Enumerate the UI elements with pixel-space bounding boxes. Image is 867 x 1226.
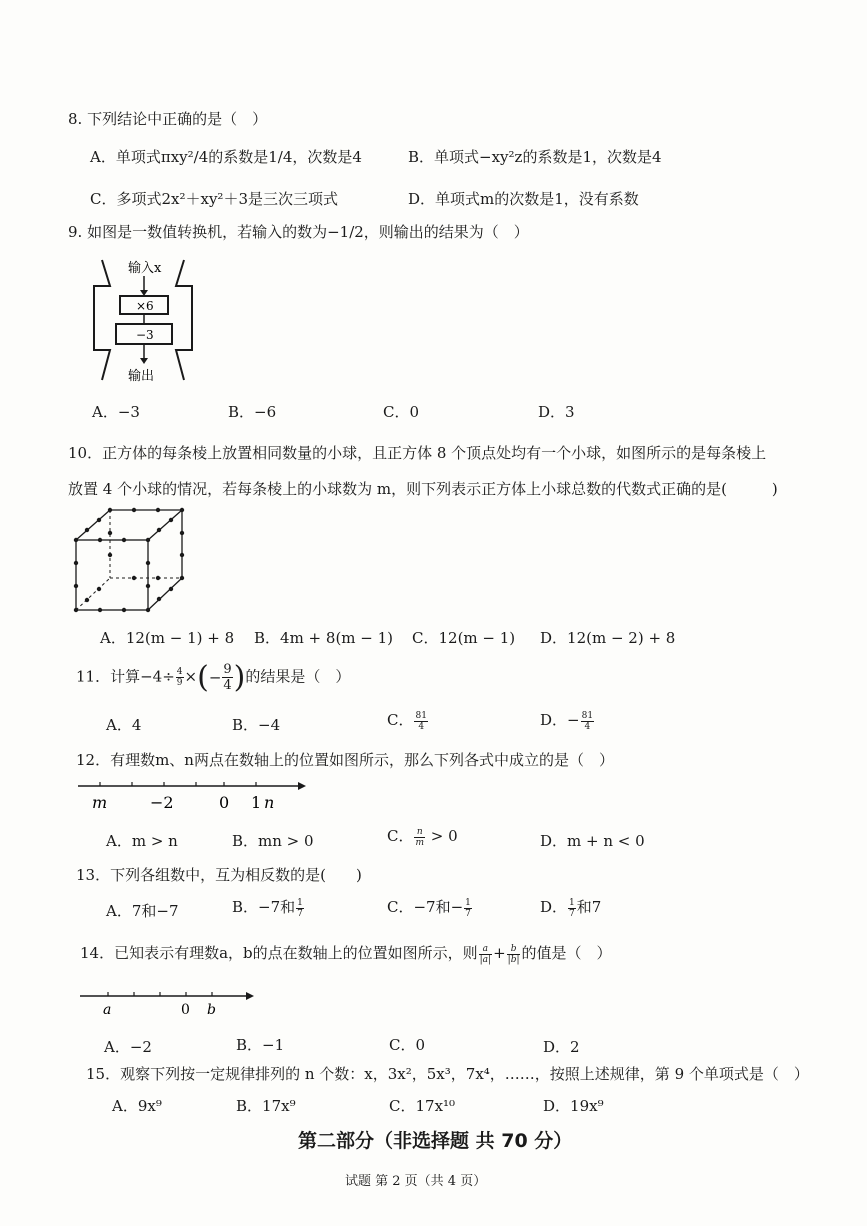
q12-stem: 12．有理数m、n两点在数轴上的位置如图所示，那么下列各式中成立的是（ ）: [76, 751, 614, 769]
q9-option-c: C．0: [383, 403, 420, 421]
q10-option-c: C．12(m − 1): [412, 629, 516, 647]
q12-option-c: C． $\frac{n}{m}$ > 0: [387, 826, 458, 848]
q10-stem-line2: 放置 4 个小球的情况，若每条棱上的小球数为 m，则下列表示正方体上小球总数的代数式正确的是( ): [68, 480, 778, 498]
q14-option-d: D．2: [543, 1038, 580, 1056]
q14-option-b: B．−1: [236, 1036, 285, 1054]
q9-option-a: A．−3: [92, 403, 140, 421]
page-footer: 试题 第 2 页（共 4 页）: [345, 1174, 487, 1189]
q10-option-b: B．4m + 8(m − 1): [254, 629, 394, 647]
q11-fraction-4-9: $\frac{4}{9}$: [176, 667, 183, 688]
q12-option-a: A．m > n: [106, 832, 178, 850]
q13-stem: 13．下列各组数中，互为相反数的是( ): [76, 866, 362, 884]
axis-label-m: m: [92, 793, 108, 812]
q9-converter-diagram: [88, 256, 198, 386]
q9-option-d: D．3: [538, 403, 575, 421]
q14-stem: 14．已知表示有理数a，b的点在数轴上的位置如图所示，则 $\frac{a}{|a|}$ + $\frac{b}{|b|}$ 的值是（ ）: [80, 943, 612, 965]
q9-option-b: B．−6: [228, 403, 277, 421]
q13-option-b: B．−7和 $\frac{1}{7}$: [232, 897, 303, 919]
axis-label-b: b: [207, 1002, 216, 1018]
flow-output-label: 输出: [128, 369, 155, 384]
q8-option-b: B．单项式−xy²z的系数是1，次数是4: [408, 148, 662, 166]
q8-option-c: C．多项式2x²＋xy²＋3是三次三项式: [90, 190, 338, 208]
axis-label-0: 0: [219, 793, 230, 812]
q10-option-d: D．12(m − 2) + 8: [540, 629, 676, 647]
q13-option-d: D． $\frac{1}{7}$ 和7: [540, 897, 602, 919]
q12-option-b: B．mn > 0: [232, 832, 314, 850]
q11-option-b: B．−4: [232, 716, 281, 734]
section-title: 第二部分（非选择题 共 70 分）: [298, 1130, 573, 1152]
axis-label-a: a: [103, 1002, 112, 1018]
q13-option-c: C．−7和− $\frac{1}{7}$: [387, 897, 471, 919]
q11-fraction-9-4: $\frac{9}{4}$: [223, 662, 232, 693]
q11-option-a: A．4: [106, 716, 142, 734]
q10-stem-line1: 10．正方体的每条棱上放置相同数量的小球，且正方体 8 个顶点处均有一个小球，如图所示的是每条棱上: [68, 444, 767, 462]
q11-option-c: C． $\frac{81}{4}$: [387, 710, 427, 732]
axis-label-n: n: [264, 793, 275, 812]
q13-option-a: A．7和−7: [106, 902, 179, 920]
q12-number-line: [72, 776, 312, 812]
q12-option-d: D．m + n < 0: [540, 832, 645, 850]
q8-stem: 8. 下列结论中正确的是（ ）: [68, 110, 268, 128]
q10-cube-diagram: [70, 506, 190, 616]
q10-option-a: A．12(m − 1) + 8: [100, 629, 235, 647]
q11-stem: 11．计算−4÷ $\frac{4}{9}$ ×(− $\frac{9}{4}$ )的结果是（ ）: [76, 660, 351, 695]
q11-option-d: D．− $\frac{81}{4}$: [540, 710, 594, 732]
q15-option-a: A．9x⁹: [112, 1097, 162, 1115]
q8-option-a: A．单项式πxy²/4的系数是1/4，次数是4: [90, 148, 362, 166]
flow-step2-label: −3: [136, 328, 154, 342]
axis-label-1: 1: [251, 793, 262, 812]
q14-option-a: A．−2: [104, 1038, 152, 1056]
q14-option-c: C．0: [389, 1036, 426, 1054]
q14-number-line: [76, 986, 262, 1018]
axis-label-0: 0: [181, 1002, 190, 1018]
q15-option-c: C．17x¹⁰: [389, 1097, 456, 1115]
q9-stem: 9. 如图是一数值转换机，若输入的数为−1/2，则输出的结果为（ ）: [68, 223, 529, 241]
q15-option-b: B．17x⁹: [236, 1097, 296, 1115]
q15-stem: 15．观察下列按一定规律排列的 n 个数：x，3x²，5x³，7x⁴，……，按照上述规律，第 9 个单项式是（ ）: [86, 1065, 809, 1083]
flow-step1-label: ×6: [136, 299, 154, 313]
q15-option-d: D．19x⁹: [543, 1097, 604, 1115]
q8-option-d: D．单项式m的次数是1，没有系数: [408, 190, 639, 208]
axis-label-minus2: −2: [150, 793, 174, 812]
flow-input-label: 输入x: [128, 261, 162, 276]
